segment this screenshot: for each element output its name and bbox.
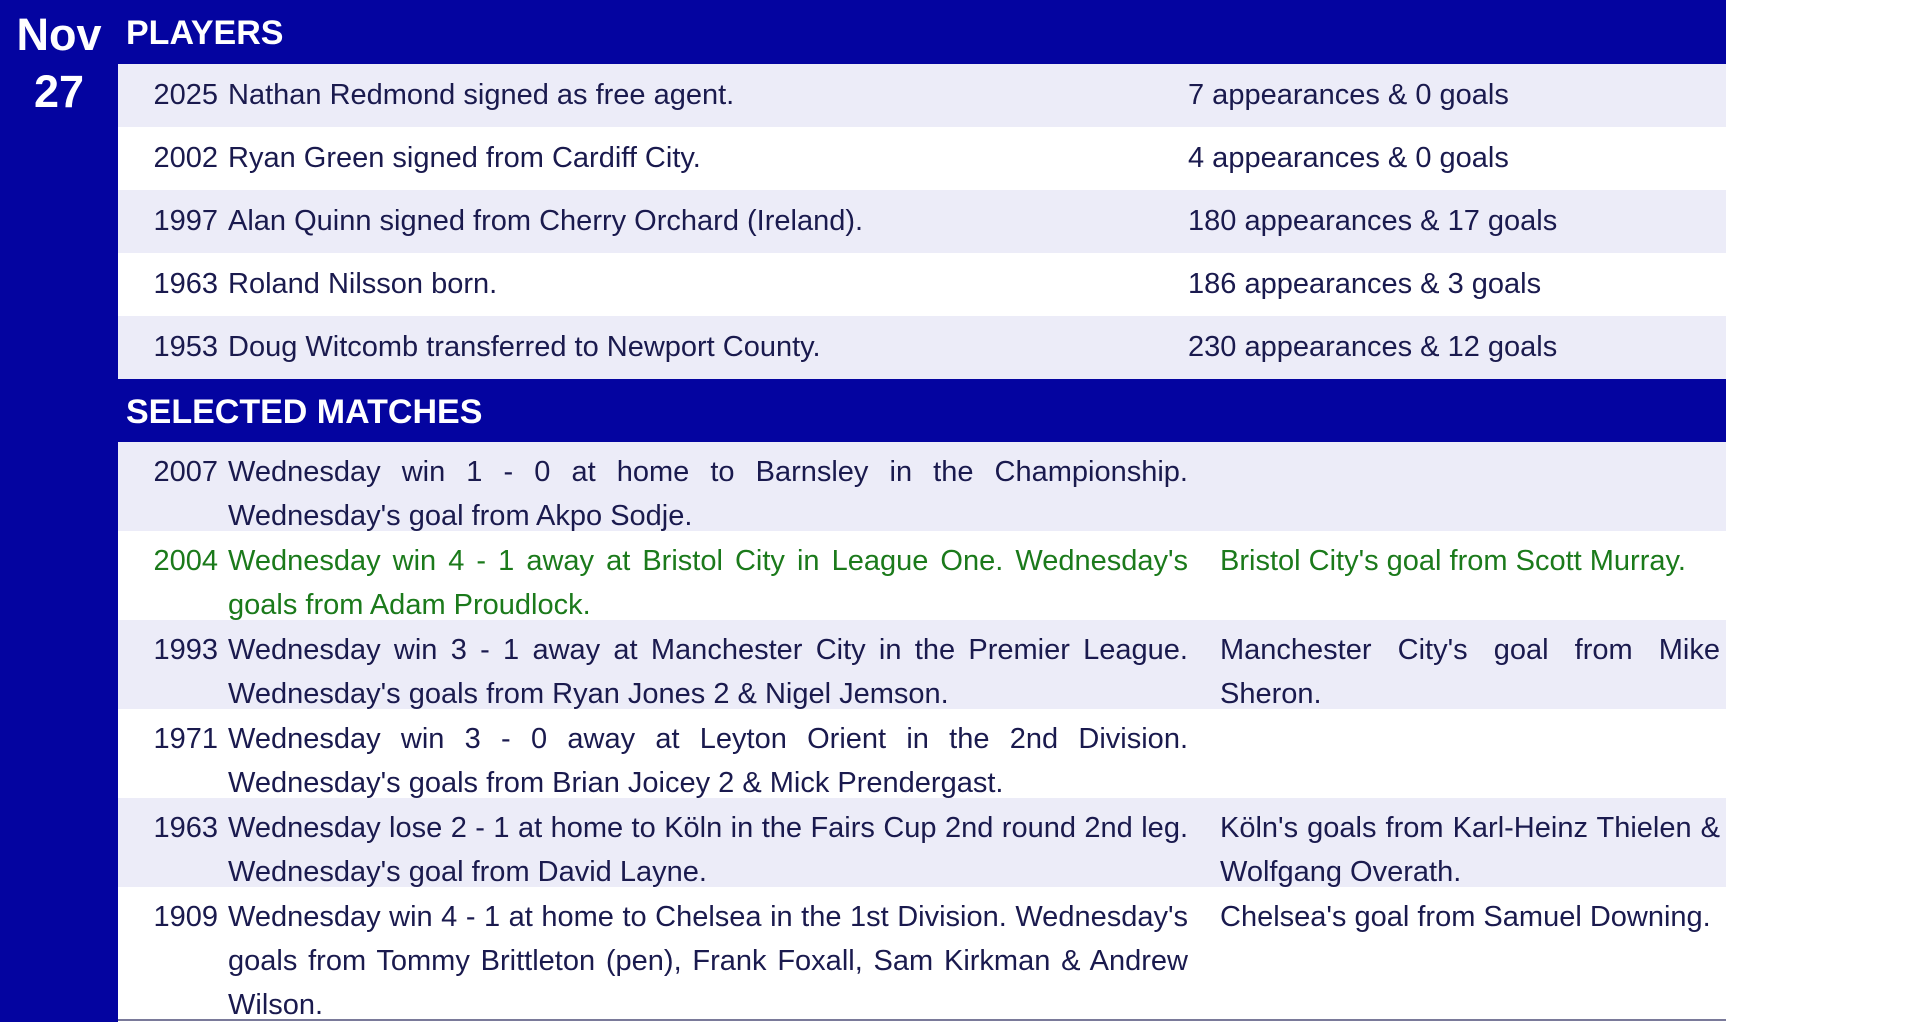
player-event: Ryan Green signed from Cardiff City. [228,142,701,174]
date-column [0,0,118,1022]
match-year: 2004 [153,545,218,577]
match-year: 1909 [153,901,218,933]
match-row [118,442,1726,531]
match-row [118,887,1726,1021]
match-summary: Wednesday win 4 - 1 away at Bristol City in League One. Wednesday's goals from Adam Proudlock. [228,545,1188,621]
player-year: 2002 [153,142,218,174]
match-row [118,531,1726,620]
date-month: Nov [16,9,102,60]
match-row [118,709,1726,798]
player-stats: 186 appearances & 3 goals [1188,268,1542,300]
player-event: Alan Quinn signed from Cherry Orchard (Ireland). [228,205,864,237]
match-summary: Wednesday win 1 - 0 at home to Barnsley in the Championship. Wednesday's goal from Akpo Sodje. [228,456,1188,532]
player-row [118,127,1726,190]
opponent-scorers: Köln's goals from Karl-Heinz Thielen & Wolfgang Overath. [1220,812,1720,888]
match-year: 1971 [153,723,218,755]
match-row [118,620,1726,709]
player-row [118,64,1726,127]
match-summary: Wednesday win 4 - 1 at home to Chelsea in the 1st Division. Wednesday's goals from Tommy Brittleton (pen), Frank Foxall, Sam Kirkman & Andrew Wilson. [228,901,1188,1021]
match-year: 1963 [153,812,218,844]
match-year: 2007 [153,456,218,488]
match-summary: Wednesday lose 2 - 1 at home to Köln in the Fairs Cup 2nd round 2nd leg. Wednesday's goal from David Layne. [228,812,1188,888]
opponent-scorers [1188,450,1726,531]
player-event: Nathan Redmond signed as free agent. [228,79,735,111]
player-year: 1953 [153,331,218,363]
matches-list [118,442,1726,1021]
content-area [118,0,1726,1021]
opponent-scorers: Chelsea's goal from Samuel Downing. [1220,901,1711,933]
match-summary: Wednesday win 3 - 0 away at Leyton Orient in the 2nd Division. Wednesday's goals from Brian Joicey 2 & Mick Prendergast. [228,723,1188,799]
opponent-scorers [1188,717,1726,798]
players-list [118,64,1726,379]
player-stats: 4 appearances & 0 goals [1188,142,1509,174]
players-section-header: PLAYERS [118,0,1726,64]
player-row [118,253,1726,316]
player-stats: 180 appearances & 17 goals [1188,205,1558,237]
player-row [118,316,1726,379]
player-row [118,190,1726,253]
match-summary: Wednesday win 3 - 1 away at Manchester City in the Premier League. Wednesday's goals from Ryan Jones 2 & Nigel Jemson. [228,634,1188,710]
match-row [118,798,1726,887]
opponent-scorers: Bristol City's goal from Scott Murray. [1220,545,1686,577]
player-event: Doug Witcomb transferred to Newport County. [228,331,821,363]
player-event: Roland Nilsson born. [228,268,498,300]
player-stats: 230 appearances & 12 goals [1188,331,1558,363]
opponent-scorers: Manchester City's goal from Mike Sheron. [1220,634,1720,710]
player-year: 2025 [153,79,218,111]
match-year: 1993 [153,634,218,666]
player-year: 1963 [153,268,218,300]
matches-section-header: SELECTED MATCHES [118,379,1726,442]
date-day: 27 [33,66,85,117]
player-stats: 7 appearances & 0 goals [1188,79,1509,111]
player-year: 1997 [153,205,218,237]
